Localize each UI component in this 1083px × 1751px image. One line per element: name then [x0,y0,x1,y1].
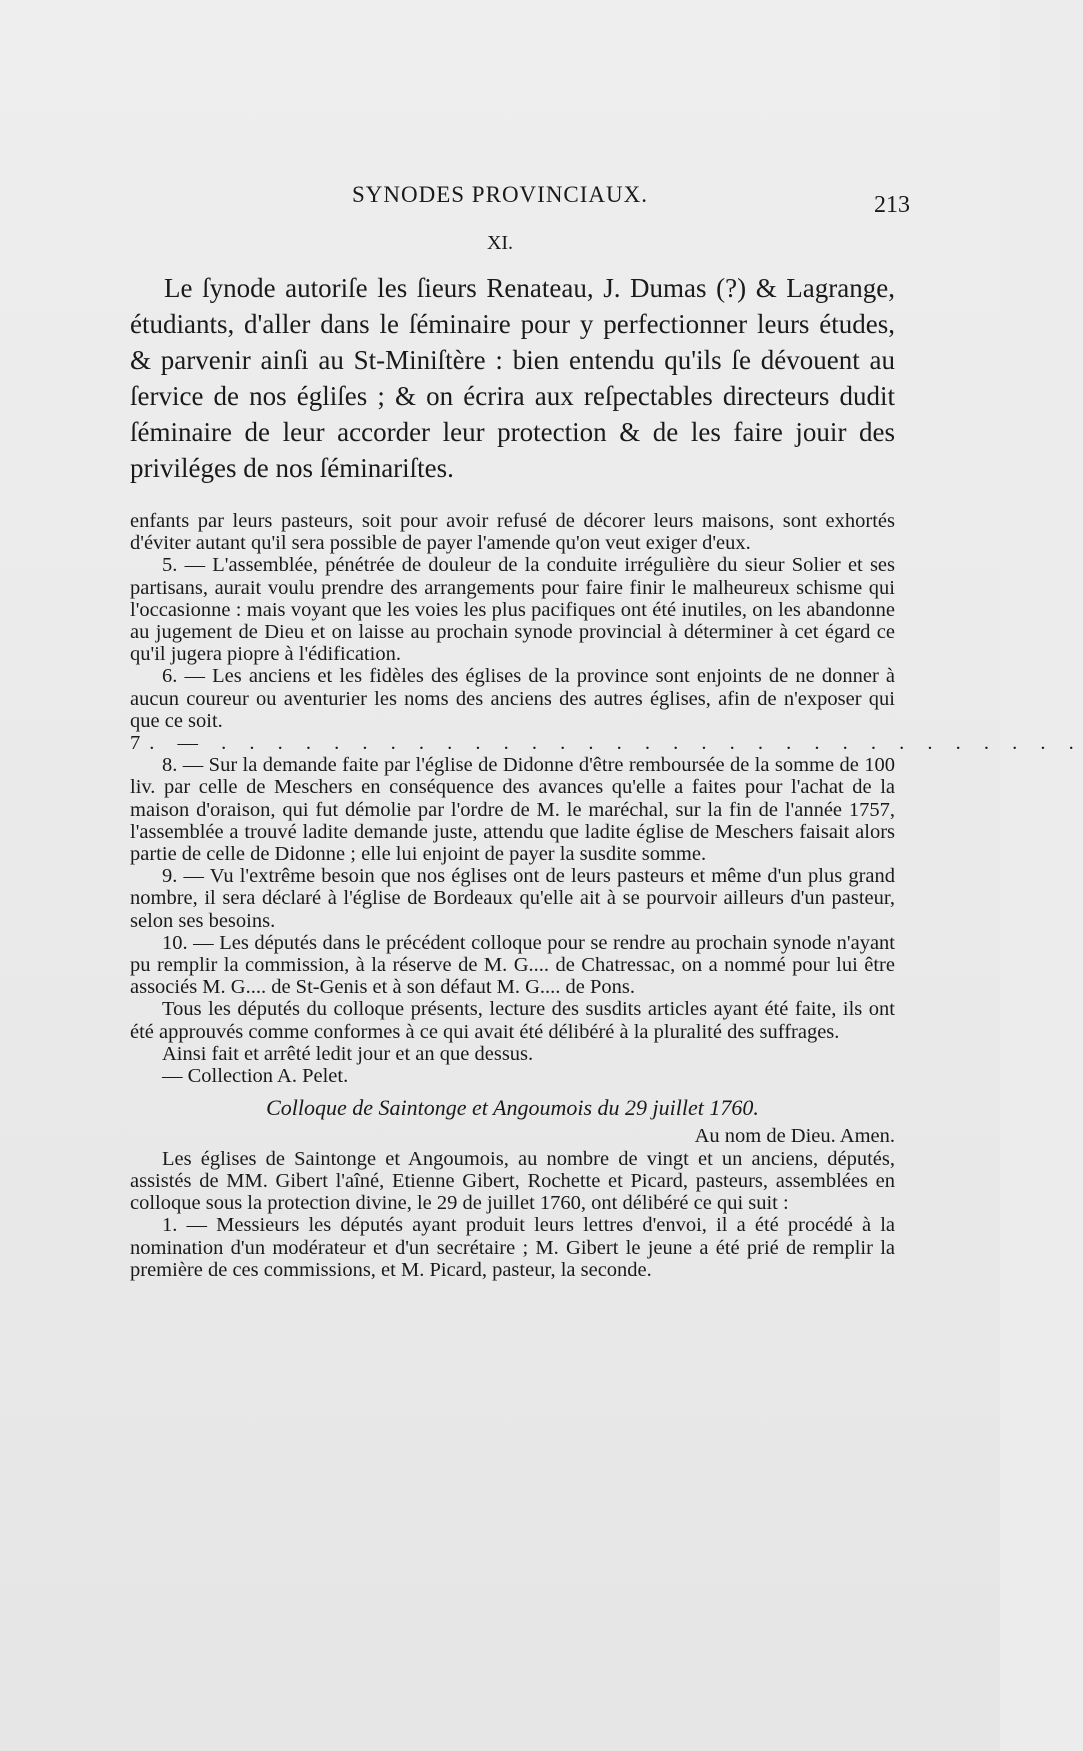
paragraph: 8. — Sur la demande faite par l'église de Didonne d'être remboursée de la somme de 100 liv. par celle de Meschers en conséquence des avances qu'elle a faites pour l'achat de la maison d'oraison, qui fut démolie par l'ordre de M. le maréchal, sur la fin de l'année 1757, l'assemblée a trouvé ladite demande juste, attendu que ladite église de Meschers faisait alors partie de celle de Didonne ; elle lui enjoint de payer la susdite somme. [130,754,895,866]
paragraph: 1. — Messieurs les députés ayant produit leurs lettres d'envoi, il a été procédé à la nomination d'un modérateur et d'un secrétaire ; M. Gibert le jeune a été prié de remplir la première de ces commissions, et M. Picard, pasteur, la seconde. [130,1214,895,1281]
paragraph: 6. — Les anciens et les fidèles des églises de la province sont enjoints de ne donner à aucun coureur ou aventurier les noms des anciens des autres églises, afin de n'exposer qui que ce soit. [130,665,895,732]
large-paragraph: Le ſynode autoriſe les ſieurs Renateau, J. Dumas (?) & Lagrange, étudiants, d'aller dans le ſéminaire pour y perfectionner leurs études, & parvenir ainſi au St-Miniſtère : bien entendu qu'ils ſe dévouent au ſervice de nos égliſes ; & on écrira aux reſpectables directeurs dudit ſéminaire de leur accorder leur protection & de les faire jouir des priviléges de nos ſéminariſtes. [130,273,895,483]
paragraph: 5. — L'assemblée, pénétrée de douleur de la conduite irrégulière du sieur Solier et ses partisans, aurait voulu prendre des arrangements pour faire finir le malheureux schisme qui l'occasionne : mais voyant que les voies les plus pacifiques ont été inutiles, on les abandonne au jugement de Dieu et on laisse au prochain synode provincial à déterminer à cet égard ce qu'il jugera piopre à l'édification. [130,554,895,666]
body-text [130,510,1083,1281]
paragraph: Les églises de Saintonge et Angoumois, au nombre de vingt et un anciens, députés, assistés de MM. Gibert l'aîné, Etienne Gibert, Rochette et Picard, pasteurs, assemblées en colloque sous la protection divine, le 29 de juillet 1760, ont délibéré ce qui suit : [130,1147,895,1215]
invocation: Au nom de Dieu. Amen. [694,1125,895,1148]
paragraph: 10. — Les députés dans le précédent colloque pour se rendre au prochain synode n'ayant pu remplir la commission, à la réserve de M. G.... de Chatressac, on a nommé pour lui être associés M. G.... de St-Genis et à son défaut M. G.... de Pons. [130,931,895,999]
page-header [0,182,1000,216]
running-title: SYNODES PROVINCIAUX. [351,182,649,207]
paragraph: Ainsi fait et arrêté ledit jour et an que dessus. [162,1042,534,1065]
paragraph: enfants par leurs pasteurs, soit pour avoir refusé de décorer leurs maisons, sont exhortés d'éviter autant qu'il sera possible de payer l'amende qu'on veut exiger d'eux. [130,510,895,555]
elided-article: 7. — . . . . . . . . . . . . . . . . . . . . . . . . . . . . . . . [130,732,1083,755]
source-note: — Collection A. Pelet. [162,1065,349,1088]
colloque-title: Colloque de Saintonge et Angoumois du 29 juillet 1760. [266,1095,759,1121]
large-print-block [130,270,895,486]
paragraph: Tous les députés du colloque présents, lecture des susdits articles ayant été faite, ils ont été approuvés comme conformes à ce qui avait été délibéré à la pluralité des suffrages. [130,998,895,1043]
section-number: XI. [486,232,514,254]
paragraph: 9. — Vu l'extrême besoin que nos églises ont de leurs pasteurs et même d'un plus grand nombre, il sera déclaré à l'église de Bordeaux qu'elle ait à se pourvoir ailleurs d'un pasteur, selon ses besoins. [130,865,895,932]
page-number: 213 [874,192,910,218]
